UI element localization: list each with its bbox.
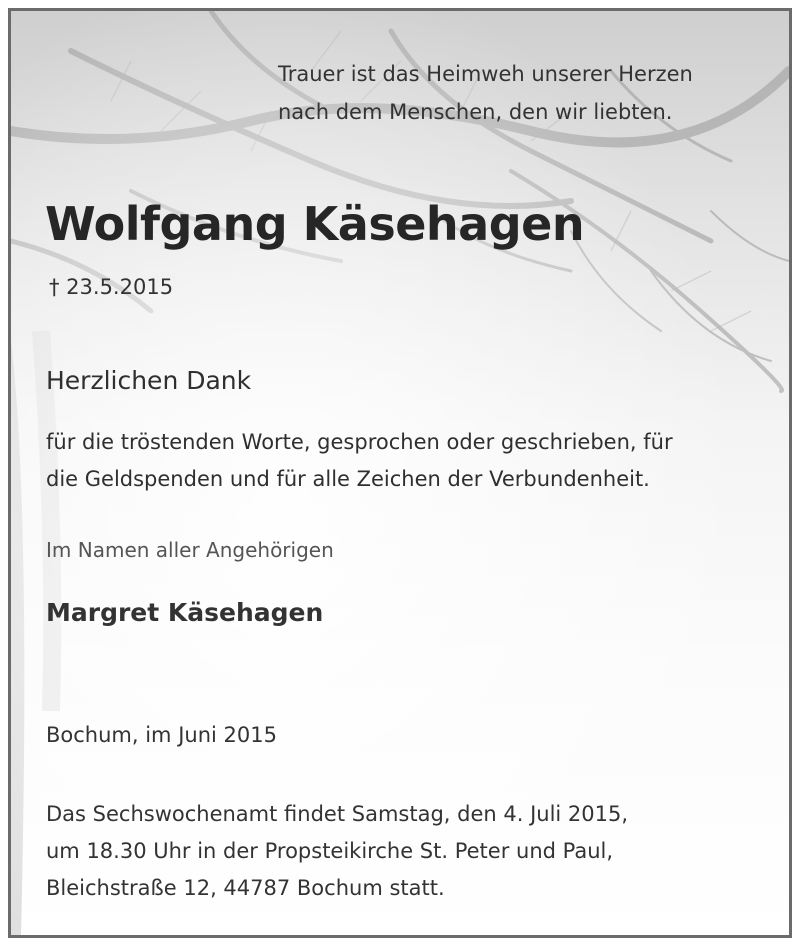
deceased-name: Wolfgang Käsehagen: [45, 197, 585, 251]
service-line: Das Sechswochenamt findet Samstag, den 4. Juli 2015,: [46, 802, 629, 826]
service-line: Bleichstraße 12, 44787 Bochum statt.: [46, 876, 445, 900]
obituary-card: [8, 8, 792, 938]
service-announcement: [46, 796, 628, 907]
service-line: um 18.30 Uhr in der Propsteikirche St. Peter und Paul,: [46, 839, 614, 863]
thanks-line: für die tröstenden Worte, gesprochen oder geschrieben, für: [46, 430, 673, 454]
motto-quote: [278, 55, 693, 131]
thanks-text: [46, 424, 673, 498]
thanks-heading: Herzlichen Dank: [46, 366, 252, 395]
death-date: † 23.5.2015: [49, 275, 174, 299]
on-behalf-text: Im Namen aller Angehörigen: [46, 538, 334, 562]
motto-line: nach dem Menschen, den wir liebten.: [278, 100, 673, 124]
thanks-line: die Geldspenden und für alle Zeichen der Verbundenheit.: [46, 467, 650, 491]
motto-line: Trauer ist das Heimweh unserer Herzen: [278, 62, 693, 86]
place-date: Bochum, im Juni 2015: [46, 723, 277, 747]
signer-name: Margret Käsehagen: [46, 598, 324, 627]
